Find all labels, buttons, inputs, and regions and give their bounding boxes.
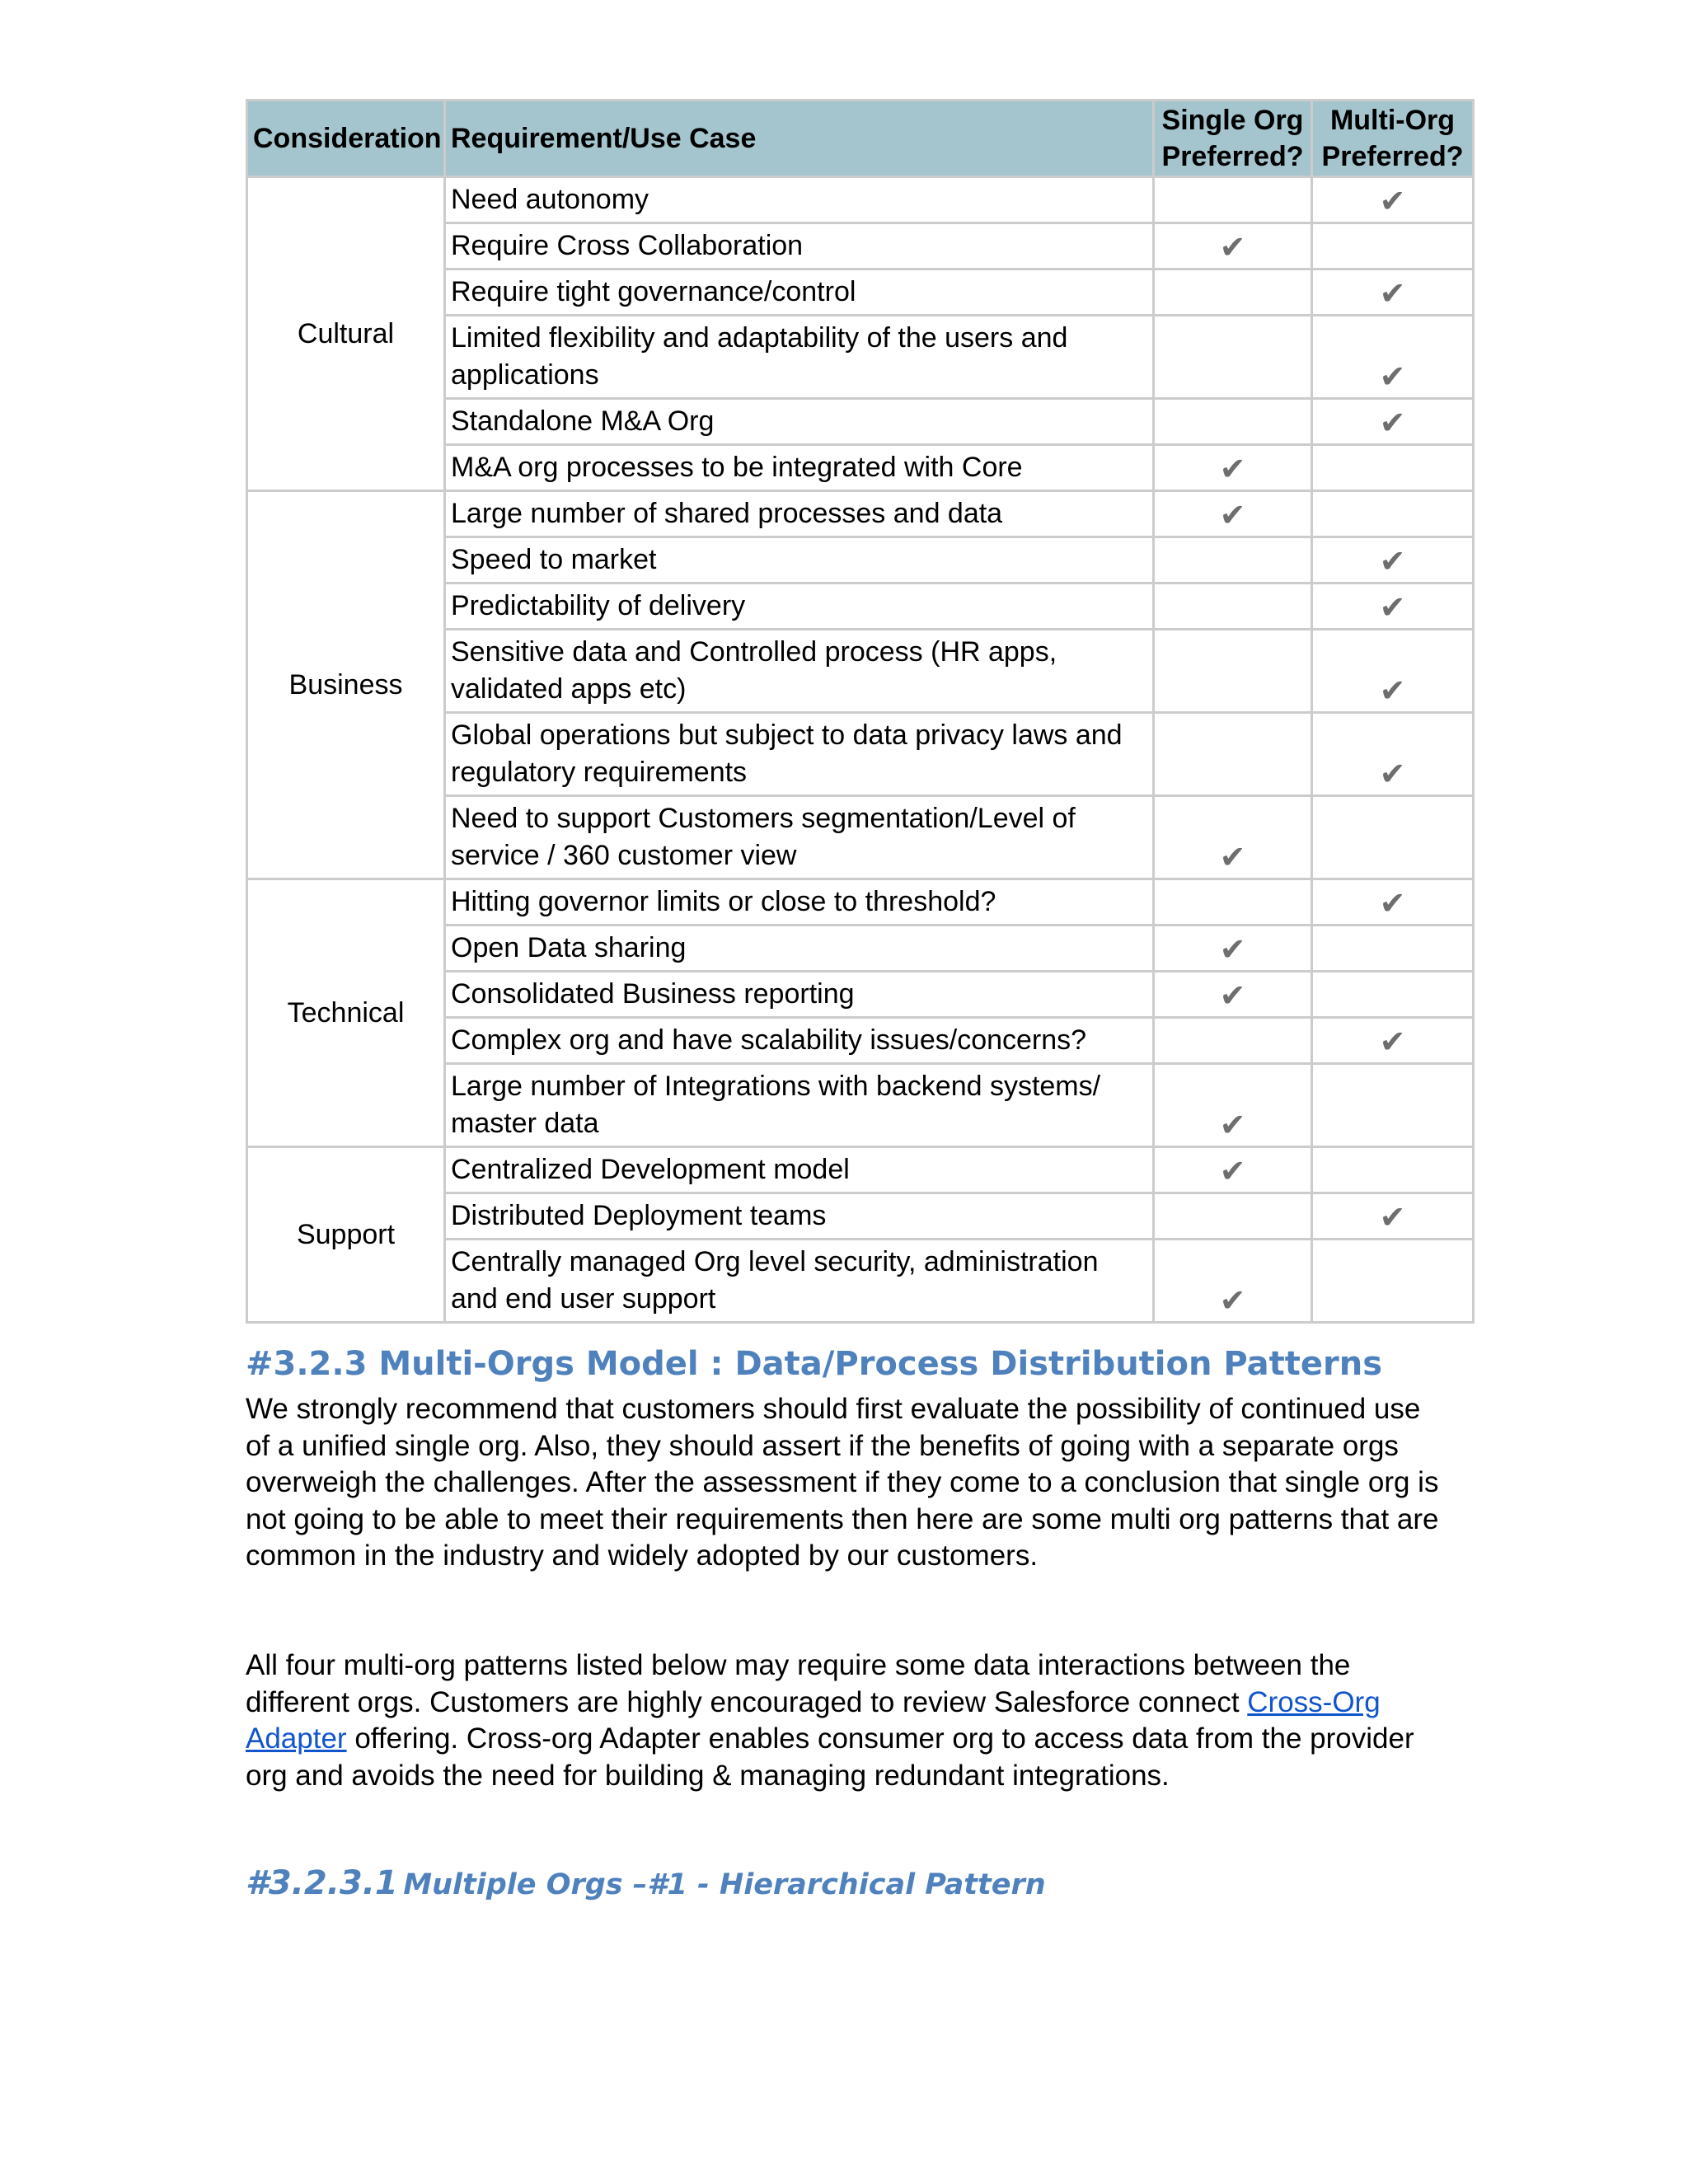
requirement-cell: Large number of Integrations with backend systems/ master data	[445, 1064, 1154, 1147]
checkmark-icon: ✔	[1379, 1024, 1406, 1060]
single-org-cell	[1154, 537, 1312, 583]
section-heading: #3.2.3 Multi-Orgs Model : Data/Process Distribution Patterns	[246, 1345, 1383, 1383]
checkmark-icon: ✔	[1219, 1107, 1246, 1143]
multi-org-cell	[1312, 972, 1474, 1018]
multi-org-cell	[1312, 399, 1474, 445]
requirement-cell: Centralized Development model	[445, 1147, 1154, 1193]
header-multi-org	[1312, 101, 1474, 177]
table-body	[247, 177, 1474, 1323]
single-org-cell	[1154, 713, 1312, 796]
checkmark-icon: ✔	[1219, 451, 1246, 487]
multi-org-cell	[1312, 1018, 1474, 1064]
multi-org-cell	[1312, 1240, 1474, 1323]
requirement-cell: Consolidated Business reporting	[445, 972, 1154, 1018]
header-consideration: Consideration	[247, 101, 445, 177]
table-row	[247, 491, 1474, 537]
single-org-cell	[1154, 972, 1312, 1018]
checkmark-icon: ✔	[1379, 543, 1406, 579]
checkmark-icon: ✔	[1219, 1282, 1246, 1319]
checkmark-icon: ✔	[1379, 359, 1406, 395]
checkmark-icon: ✔	[1219, 1153, 1246, 1189]
single-org-cell	[1154, 879, 1312, 926]
single-org-cell	[1154, 445, 1312, 491]
multi-org-cell	[1312, 445, 1474, 491]
single-org-cell	[1154, 223, 1312, 269]
subsection-number: #3.2.3.1	[246, 1864, 398, 1902]
multi-org-cell	[1312, 926, 1474, 972]
checkmark-icon: ✔	[1379, 275, 1406, 312]
requirement-cell: Limited flexibility and adaptability of the users and applications	[445, 316, 1154, 399]
single-org-cell	[1154, 177, 1312, 223]
table-header-row	[247, 101, 1474, 177]
multi-org-cell	[1312, 491, 1474, 537]
single-org-cell	[1154, 583, 1312, 630]
requirement-cell: Require Cross Collaboration	[445, 223, 1154, 269]
checkmark-icon: ✔	[1219, 497, 1246, 533]
paragraph-cross-org	[246, 1647, 1449, 1794]
multi-org-cell	[1312, 713, 1474, 796]
category-cell: Business	[247, 491, 445, 879]
checkmark-icon: ✔	[1379, 673, 1406, 709]
requirement-cell: Sensitive data and Controlled process (HR apps, validated apps etc)	[445, 630, 1154, 713]
requirement-cell: Global operations but subject to data privacy laws and regulatory requirements	[445, 713, 1154, 796]
category-cell: Support	[247, 1147, 445, 1323]
multi-org-cell	[1312, 630, 1474, 713]
requirement-cell: Standalone M&A Org	[445, 399, 1154, 445]
checkmark-icon: ✔	[1379, 405, 1406, 441]
checkmark-icon: ✔	[1379, 589, 1406, 626]
paragraph-cross-org-text-after: offering. Cross-org Adapter enables consumer org to access data from the provider org and avoids the need for building & managing redundant integrations.	[246, 1722, 1414, 1792]
requirement-cell: Require tight governance/control	[445, 269, 1154, 316]
table-row	[247, 177, 1474, 223]
header-requirement: Requirement/Use Case	[445, 101, 1154, 177]
checkmark-icon: ✔	[1219, 931, 1246, 968]
category-cell: Technical	[247, 879, 445, 1147]
checkmark-icon: ✔	[1219, 229, 1246, 265]
requirement-cell: M&A org processes to be integrated with Core	[445, 445, 1154, 491]
multi-org-cell	[1312, 1147, 1474, 1193]
single-org-cell	[1154, 796, 1312, 879]
single-org-cell	[1154, 316, 1312, 399]
multi-org-cell	[1312, 1193, 1474, 1240]
header-single-org-line2: Preferred?	[1161, 141, 1304, 172]
multi-org-cell	[1312, 879, 1474, 926]
requirement-cell: Complex org and have scalability issues/concerns?	[445, 1018, 1154, 1064]
table-row	[247, 879, 1474, 926]
single-org-cell	[1154, 491, 1312, 537]
header-multi-org-line2: Preferred?	[1321, 141, 1464, 172]
category-cell: Cultural	[247, 177, 445, 491]
requirement-cell: Hitting governor limits or close to threshold?	[445, 879, 1154, 926]
checkmark-icon: ✔	[1379, 756, 1406, 792]
checkmark-icon: ✔	[1379, 885, 1406, 921]
multi-org-cell	[1312, 1064, 1474, 1147]
requirement-cell: Distributed Deployment teams	[445, 1193, 1154, 1240]
table-row	[247, 1147, 1474, 1193]
requirement-cell: Need autonomy	[445, 177, 1154, 223]
checkmark-icon: ✔	[1379, 1199, 1406, 1235]
checkmark-icon: ✔	[1379, 183, 1406, 219]
header-multi-org-line1: Multi-Org	[1329, 105, 1456, 136]
single-org-cell	[1154, 399, 1312, 445]
requirement-cell: Open Data sharing	[445, 926, 1154, 972]
checkmark-icon: ✔	[1219, 977, 1246, 1014]
requirement-cell: Need to support Customers segmentation/Level of service / 360 customer view	[445, 796, 1154, 879]
subsection-title: Multiple Orgs –#1 - Hierarchical Pattern	[403, 1868, 1046, 1901]
org-strategy-table	[246, 99, 1475, 1324]
header-single-org-line1: Single Org	[1161, 105, 1304, 136]
requirement-cell: Predictability of delivery	[445, 583, 1154, 630]
single-org-cell	[1154, 1193, 1312, 1240]
single-org-cell	[1154, 630, 1312, 713]
multi-org-cell	[1312, 223, 1474, 269]
requirement-cell: Large number of shared processes and data	[445, 491, 1154, 537]
multi-org-cell	[1312, 316, 1474, 399]
paragraph-cross-org-text-before: All four multi-org patterns listed below may require some data interactions between the different orgs. Customers are highly encouraged to review Salesforce connect	[246, 1649, 1351, 1718]
single-org-cell	[1154, 1147, 1312, 1193]
single-org-cell	[1154, 926, 1312, 972]
multi-org-cell	[1312, 537, 1474, 583]
single-org-cell	[1154, 269, 1312, 316]
paragraph-recommendation: We strongly recommend that customers should first evaluate the possibility of continued use of a unified single org. Also, they should assert if the benefits of going with a separate orgs overweigh the challenges. After the assessment if they come to a conclusion that single org is not going to be able to meet their requirements then here are some multi org patterns that are common in the industry and widely adopted by our customers.	[246, 1393, 1439, 1572]
multi-org-cell	[1312, 796, 1474, 879]
requirement-cell: Centrally managed Org level security, administration and end user support	[445, 1240, 1154, 1323]
cross-org-adapter-link[interactable]: Cross-Org Adapter	[246, 1685, 1381, 1755]
subsection-heading	[246, 1864, 1046, 1902]
multi-org-cell	[1312, 269, 1474, 316]
checkmark-icon: ✔	[1219, 839, 1246, 875]
single-org-cell	[1154, 1064, 1312, 1147]
single-org-cell	[1154, 1018, 1312, 1064]
single-org-cell	[1154, 1240, 1312, 1323]
multi-org-cell	[1312, 177, 1474, 223]
requirement-cell: Speed to market	[445, 537, 1154, 583]
header-single-org	[1154, 101, 1312, 177]
multi-org-cell	[1312, 583, 1474, 630]
